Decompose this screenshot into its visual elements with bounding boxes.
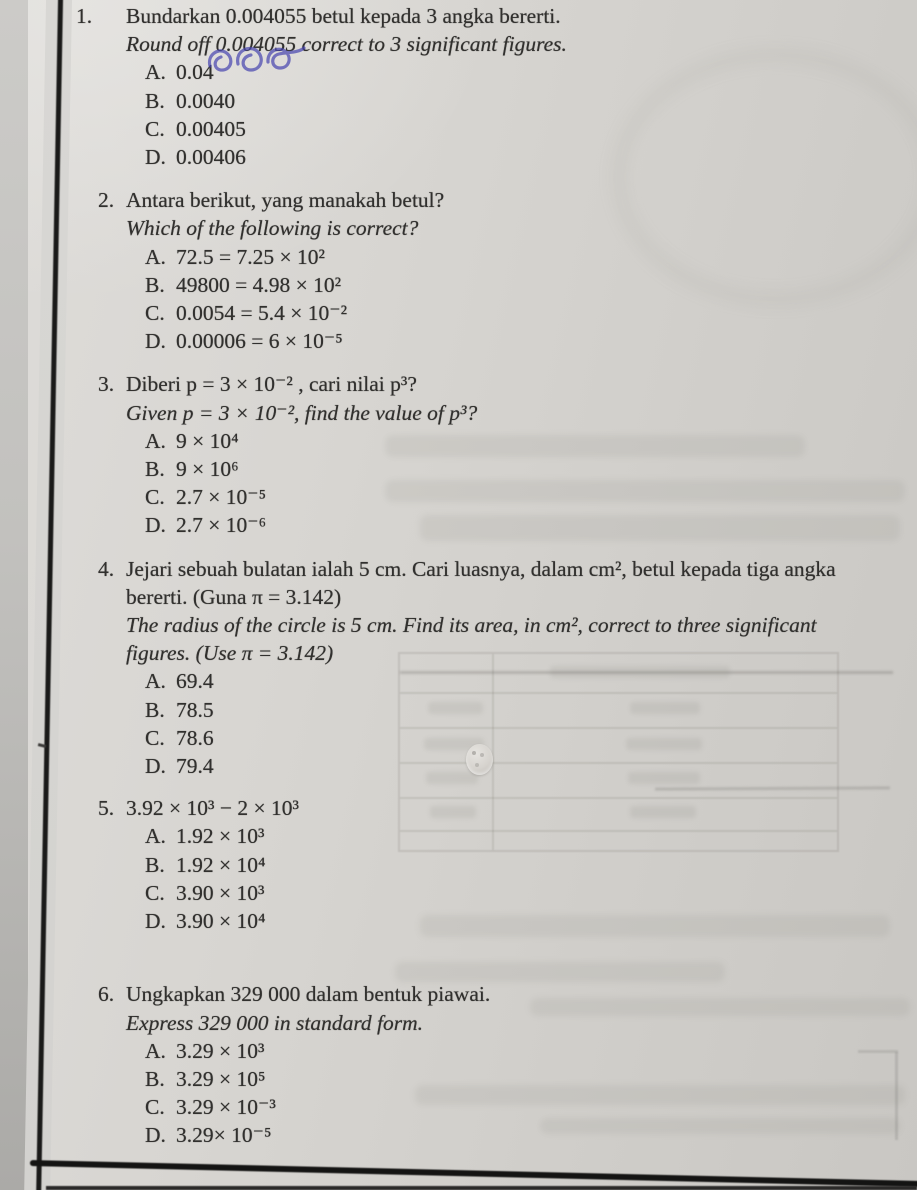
question-text-ms: Ungkapkan 329 000 dalam bentuk piawai. (126, 982, 491, 1007)
option-value: 1.92 × 10⁴ (176, 852, 266, 877)
question-text-ms: Jejari sebuah bulatan ialah 5 cm. Cari luasnya, dalam cm², betul kepada tiga angka (126, 556, 836, 581)
pen-scribble-annotation (206, 42, 318, 80)
option-row (62, 1093, 910, 1121)
option-letter: D. (145, 754, 166, 779)
option-value: 0.00406 (176, 145, 246, 170)
option-row (62, 87, 910, 115)
option-letter: D. (145, 145, 166, 170)
option-letter: B. (145, 457, 165, 482)
option-value: 3.29 × 10⁻³ (176, 1095, 276, 1120)
worksheet-content (62, 2, 910, 1150)
option-row (62, 1121, 910, 1149)
option-letter: B. (145, 852, 165, 877)
question-text-en: Express 329 000 in standard form. (126, 1010, 424, 1035)
option-letter: B. (145, 697, 165, 722)
option-row (62, 455, 910, 483)
option-value: 78.6 (176, 725, 214, 750)
question-number: 5. (98, 796, 115, 821)
question-text-en: Which of the following is correct? (126, 216, 419, 241)
option-letter: C. (145, 725, 165, 750)
option-row (62, 822, 910, 850)
option-row (62, 1065, 910, 1093)
option-value: 49800 = 4.98 × 10² (176, 272, 342, 297)
option-letter: A. (145, 428, 166, 453)
option-letter: C. (145, 1095, 165, 1120)
option-value: 69.4 (176, 669, 214, 694)
question-number: 3. (98, 372, 115, 397)
option-value: 9 × 10⁴ (176, 428, 239, 453)
option-row (62, 327, 910, 355)
option-row (62, 696, 910, 724)
option-value: 0.04 (176, 60, 214, 85)
option-row (62, 271, 910, 299)
option-letter: C. (145, 485, 165, 510)
option-value: 0.00006 = 6 × 10⁻⁵ (176, 329, 343, 354)
option-letter: D. (145, 1123, 166, 1148)
question-6 (62, 980, 910, 1149)
page-bottom-edge-line (30, 1160, 917, 1187)
option-value: 3.29 × 10³ (176, 1038, 265, 1063)
option-value: 2.7 × 10⁻⁶ (176, 513, 267, 538)
option-value: 1.92 × 10³ (176, 824, 265, 849)
option-value: 0.0040 (176, 88, 236, 113)
question-number: 1. (76, 4, 93, 28)
option-row (62, 115, 910, 143)
question-text-en: The radius of the circle is 5 cm. Find its area, in cm², correct to three significant (126, 613, 817, 638)
option-letter: C. (145, 880, 165, 905)
question-text-ms: Bundarkan 0.004055 betul kepada 3 angka bererti. (126, 4, 561, 28)
question-text-ms: bererti. (Guna π = 3.142) (126, 584, 342, 609)
option-letter: B. (145, 88, 165, 113)
option-letter: B. (145, 272, 165, 297)
option-letter: D. (145, 909, 166, 934)
question-1 (62, 2, 910, 171)
option-row (62, 427, 910, 455)
option-letter: A. (145, 60, 166, 85)
question-text-ms: 3.92 × 10³ − 2 × 10³ (126, 796, 299, 821)
option-value: 3.29× 10⁻⁵ (176, 1123, 272, 1148)
option-row (62, 724, 910, 752)
option-value: 72.5 = 7.25 × 10² (176, 244, 325, 269)
question-text-en: Given p = 3 × 10⁻², find the value of p³? (126, 400, 478, 425)
option-value: 0.0054 = 5.4 × 10⁻² (176, 301, 348, 326)
question-text-ms: Antara berikut, yang manakah betul? (126, 188, 445, 213)
option-row (62, 483, 910, 511)
question-number: 6. (98, 982, 115, 1007)
question-number: 4. (98, 556, 115, 581)
question-text-ms: Diberi p = 3 × 10⁻² , cari nilai p³? (126, 372, 417, 397)
option-value: 2.7 × 10⁻⁵ (176, 485, 267, 510)
page-under-edge (0, 0, 28, 1190)
page-bottom-edge-line-2 (46, 1186, 917, 1190)
question-5 (62, 794, 910, 935)
option-value: 79.4 (176, 754, 214, 779)
option-letter: D. (145, 513, 166, 538)
option-row (62, 667, 910, 695)
option-letter: A. (145, 244, 166, 269)
option-letter: C. (145, 301, 165, 326)
question-4 (62, 555, 910, 781)
question-2 (62, 186, 910, 355)
option-value: 9 × 10⁶ (176, 457, 239, 482)
option-value: 3.90 × 10⁴ (176, 909, 266, 934)
option-letter: C. (145, 116, 165, 141)
option-value: 78.5 (176, 697, 214, 722)
option-value: 0.00405 (176, 116, 246, 141)
option-letter: A. (145, 669, 166, 694)
option-row (62, 511, 910, 539)
option-row (62, 143, 910, 171)
option-row (62, 243, 910, 271)
option-row (62, 58, 910, 86)
option-letter: D. (145, 329, 166, 354)
question-text-en: Round off 0.004055 correct to 3 significant figures. (126, 32, 567, 57)
option-letter: A. (145, 824, 166, 849)
option-letter: A. (145, 1038, 166, 1063)
question-3 (62, 370, 910, 539)
option-row (62, 1037, 910, 1065)
option-row (62, 752, 910, 780)
option-row (62, 879, 910, 907)
option-row (62, 299, 910, 327)
question-text-en: figures. (Use π = 3.142) (126, 641, 334, 666)
option-row (62, 851, 910, 879)
option-letter: B. (145, 1066, 165, 1091)
option-row (62, 907, 910, 935)
option-value: 3.29 × 10⁵ (176, 1066, 266, 1091)
option-value: 3.90 × 10³ (176, 880, 265, 905)
question-number: 2. (98, 188, 115, 213)
